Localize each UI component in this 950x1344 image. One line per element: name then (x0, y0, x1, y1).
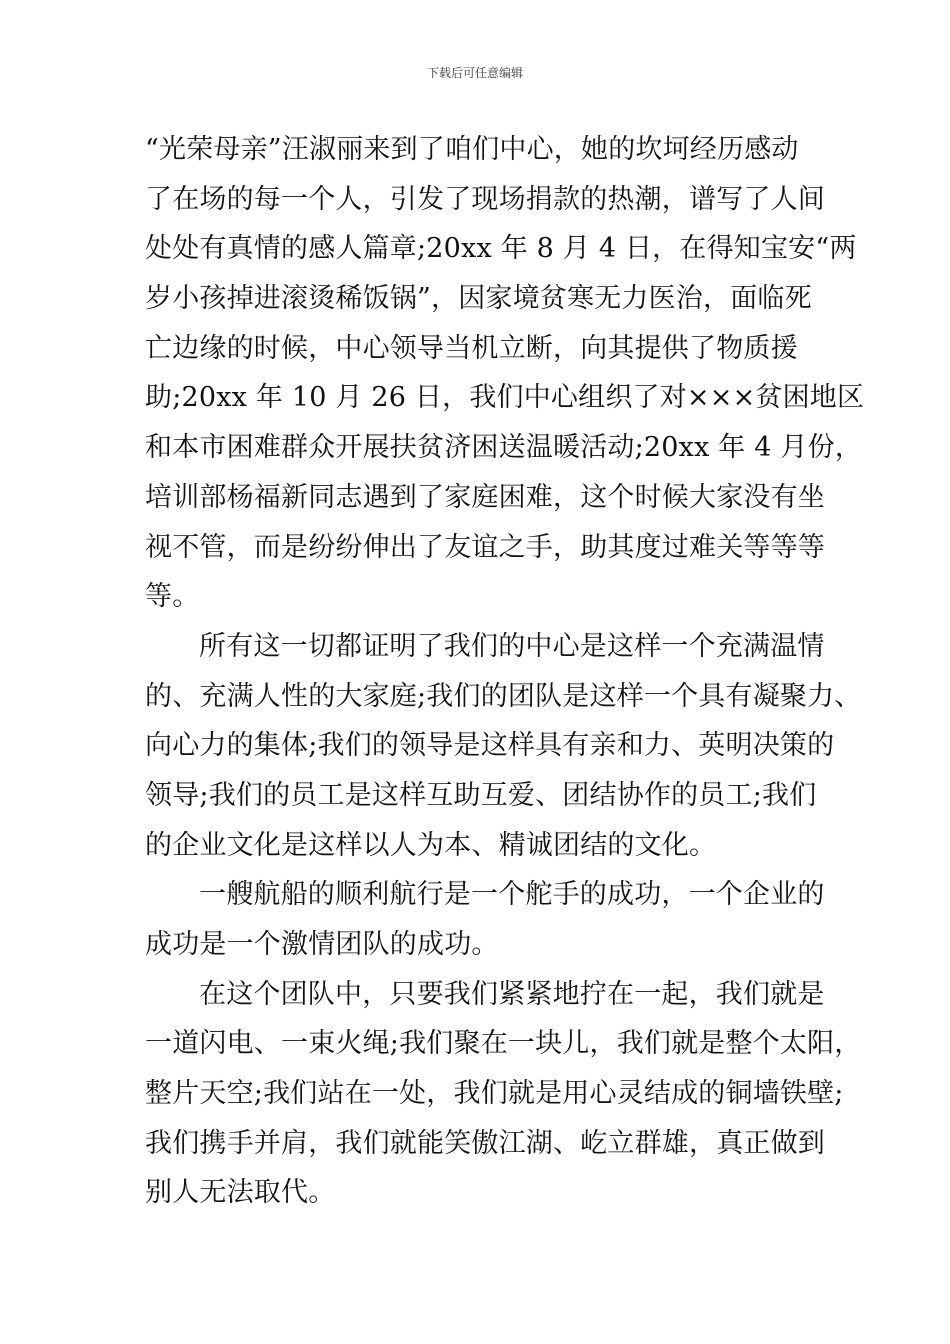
text-line: 处处有真情的感人篇章;20xx 年 8 月 4 日，在得知宝安“两 (145, 233, 857, 265)
page-header-note: 下载后可任意编辑 (426, 66, 523, 80)
text-line: 向心力的集体;我们的领导是这样具有亲和力、英明决策的 (145, 730, 835, 762)
paragraph-1 (145, 125, 865, 622)
text-line: 一艘航船的顺利航行是一个舵手的成功，一个企业的 (199, 879, 825, 911)
text-line: “光荣母亲”汪淑丽来到了咱们中心，她的坎坷经历感动 (145, 134, 799, 165)
text-line: 整片天空;我们站在一处，我们就是用心灵结成的铜墙铁壁; (145, 1078, 844, 1110)
text-line: 了在场的每一个人，引发了现场捐款的热潮，谱写了人间 (145, 183, 825, 215)
text-line: 培训部杨福新同志遇到了家庭困难，这个时候大家没有坐 (145, 481, 825, 513)
text-line: 在这个团队中，只要我们紧紧地拧在一起，我们就是 (199, 978, 825, 1010)
text-line: 领导;我们的员工是这样互助互爱、团结协作的员工;我们 (145, 779, 817, 811)
text-line: 视不管，而是纷纷伸出了友谊之手，助其度过难关等等等 (145, 531, 825, 563)
text-line: 等。 (145, 581, 200, 613)
text-line: 岁小孩掉进滚烫稀饭锅”，因家境贫寒无力医治，面临死 (145, 283, 812, 315)
text-line: 的、充满人性的大家庭;我们的团队是这样一个具有凝聚力、 (145, 680, 862, 712)
paragraph-3 (145, 870, 825, 969)
text-line: 和本市困难群众开展扶贫济困送温暖活动;20xx 年 4 月份， (145, 432, 863, 464)
text-line: 亡边缘的时候，中心领导当机立断，向其提供了物质援 (145, 332, 798, 364)
text-line: 成功是一个激情团队的成功。 (145, 929, 499, 960)
document-body (145, 125, 865, 1218)
text-line: 所有这一切都证明了我们的中心是这样一个充满温情 (199, 630, 825, 662)
paragraph-2 (145, 622, 862, 870)
paragraph-4 (145, 970, 862, 1218)
text-line: 一道闪电、一束火绳;我们聚在一块儿，我们就是整个太阳， (145, 1028, 862, 1060)
text-line: 助;20xx 年 10 月 26 日，我们中心组织了对×××贫困地区 (145, 382, 865, 414)
text-line: 的企业文化是这样以人为本、精诚团结的文化。 (145, 829, 717, 861)
text-line: 我们携手并肩，我们就能笑傲江湖、屹立群雄，真正做到 (145, 1127, 825, 1159)
text-line: 别人无法取代。 (145, 1177, 336, 1209)
